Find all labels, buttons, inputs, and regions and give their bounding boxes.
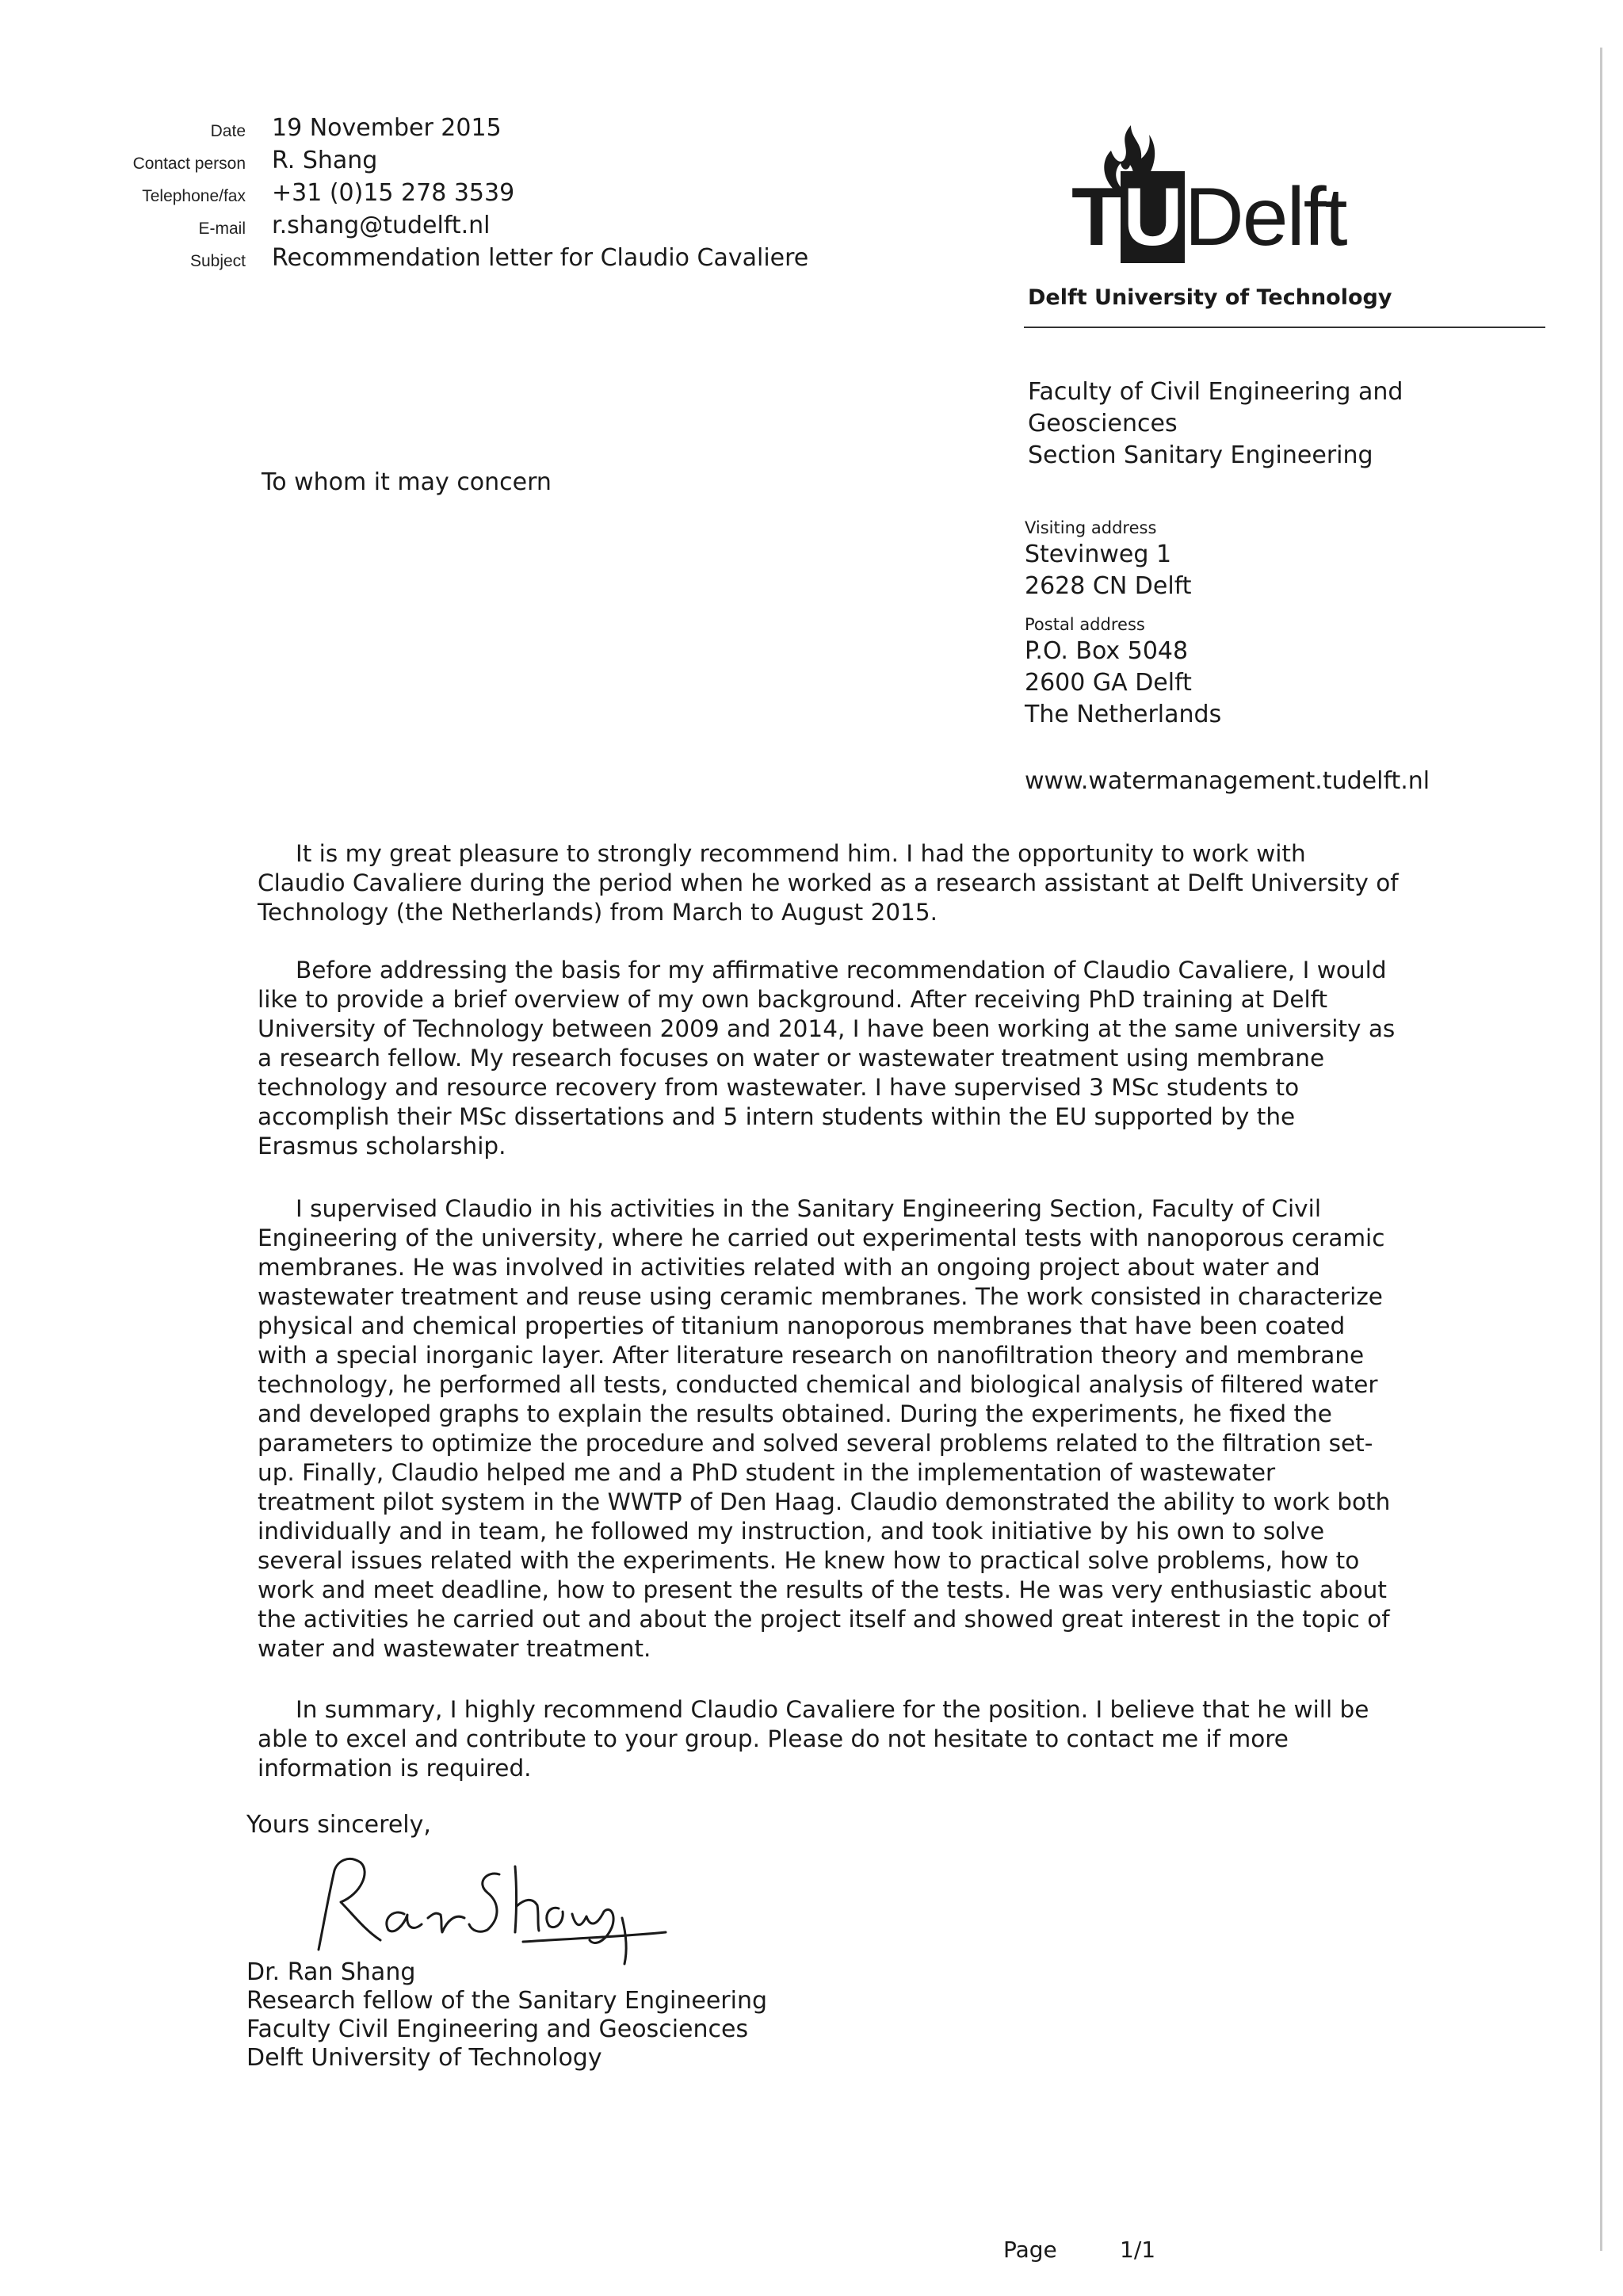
- meta-value-contact: R. Shang: [272, 147, 378, 174]
- faculty-line-1: Faculty of Civil Engineering and: [1028, 378, 1403, 406]
- meta-label-phone: Telephone/fax: [142, 187, 246, 205]
- website: www.watermanagement.tudelft.nl: [1025, 767, 1430, 795]
- logo-u: U: [1121, 171, 1185, 263]
- signatory-university: Delft University of Technology: [246, 2044, 602, 2072]
- university-name: Delft University of Technology: [1028, 285, 1392, 310]
- paragraph-text: Before addressing the basis for my affirmative recommendation of Claudio Cavaliere, I would like to provide a brief overview of my own background. After receiving PhD training at Delft University of Technology between 2009 and 2014, I have been working at the same university as a research fellow. My research focuses on water or wastewater treatment using membrane technology and resource recovery from wastewater. I have supervised 3 MSc students to accomplish their MSc dissertations and 5 intern students within the EU supported by the Erasmus scholarship.: [258, 957, 1396, 1159]
- logo-delft: Delft: [1184, 171, 1346, 263]
- visiting-address-label: Visiting address: [1025, 518, 1157, 537]
- page-label: Page: [1003, 2237, 1057, 2263]
- meta-value-subject: Recommendation letter for Claudio Cavaliere: [272, 244, 809, 272]
- meta-label-date: Date: [210, 122, 246, 140]
- meta-label-subject: Subject: [189, 252, 246, 270]
- postal-address: [1025, 606, 1221, 731]
- meta-value-date: 19 November 2015: [272, 114, 502, 142]
- logo-t: T: [1071, 171, 1121, 263]
- postal-address-label: Postal address: [1025, 615, 1145, 634]
- visiting-address: [1025, 509, 1192, 602]
- paragraph-text: I supervised Claudio in his activities in the Sanitary Engineering Section, Faculty of Civil Engineering of the university, where he carried out experimental tests with nanoporous ceramic membranes. He was involved in activities related with an ongoing project about water and wastewater treatment and reuse using ceramic membranes. The work consisted in characterize physical and chemical properties of titanium nanoporous membranes that have been coated with a special inorganic layer. After literature research on nanofiltration theory and membrane technology, he performed all tests, conducted chemical and biological analysis of filtered water and developed graphs to explain the results obtained. During the experiments, he fixed the parameters to optimize the procedure and solved several problems related to the filtration set-up. Finally, Claudio helped me and a PhD student in the implementation of wastewater treatment pilot system in the WWTP of Den Haag. Claudio demonstrated the ability to work both individually and in team, he followed my instruction, and took initiative by his own to solve several issues related with the experiments. He knew how to practical solve problems, how to work and meet deadline, how to present the results of the tests. He was very enthusiastic about the activities he carried out and about the project itself and showed great interest in the topic of water and wastewater treatment.: [258, 1195, 1391, 1662]
- meta-value-phone: +31 (0)15 278 3539: [272, 179, 515, 207]
- page-number: 1/1: [1120, 2237, 1156, 2263]
- meta-label-email: E-mail: [198, 220, 246, 238]
- signatory-name: Dr. Ran Shang: [246, 1958, 416, 1986]
- body-paragraph-2: [258, 956, 1399, 1161]
- body-paragraph-4: [258, 1695, 1399, 1783]
- visiting-address-line-2: 2628 CN Delft: [1025, 572, 1192, 600]
- paragraph-text: In summary, I highly recommend Claudio Cavaliere for the position. I believe that he will be able to excel and contribute to your group. Please do not hesitate to contact me if more information is required.: [258, 1696, 1369, 1782]
- postal-address-line-1: P.O. Box 5048: [1025, 637, 1189, 665]
- signatory-block: [246, 1958, 767, 2073]
- page-edge-line: [1600, 48, 1602, 2251]
- faculty-line-2: Geosciences: [1028, 410, 1178, 437]
- tudelft-logo: [1071, 119, 1420, 262]
- closing: Yours sincerely,: [246, 1811, 431, 1839]
- header-divider: [1024, 327, 1545, 328]
- meta-value-email: r.shang@tudelft.nl: [272, 212, 491, 239]
- paragraph-text: It is my great pleasure to strongly recommend him. I had the opportunity to work with Claudio Cavaliere during the period when he worked as a research assistant at Delft University of Technology (the Netherlands) from March to August 2015.: [258, 840, 1399, 926]
- signatory-title: Research fellow of the Sanitary Engineering: [246, 1987, 768, 2015]
- meta-label-contact: Contact person: [132, 155, 246, 173]
- signature: [285, 1839, 697, 1973]
- faculty-block: [1028, 376, 1403, 472]
- logo-wordmark: [1071, 171, 1346, 263]
- visiting-address-line-1: Stevinweg 1: [1025, 541, 1172, 568]
- signatory-faculty: Faculty Civil Engineering and Geosciences: [246, 2015, 749, 2043]
- postal-address-line-3: The Netherlands: [1025, 701, 1222, 728]
- salutation: To whom it may concern: [262, 468, 552, 496]
- postal-address-line-2: 2600 GA Delft: [1025, 669, 1192, 697]
- body-paragraph-3: [258, 1194, 1399, 1664]
- body-paragraph-1: [258, 839, 1399, 927]
- faculty-line-3: Section Sanitary Engineering: [1028, 441, 1373, 469]
